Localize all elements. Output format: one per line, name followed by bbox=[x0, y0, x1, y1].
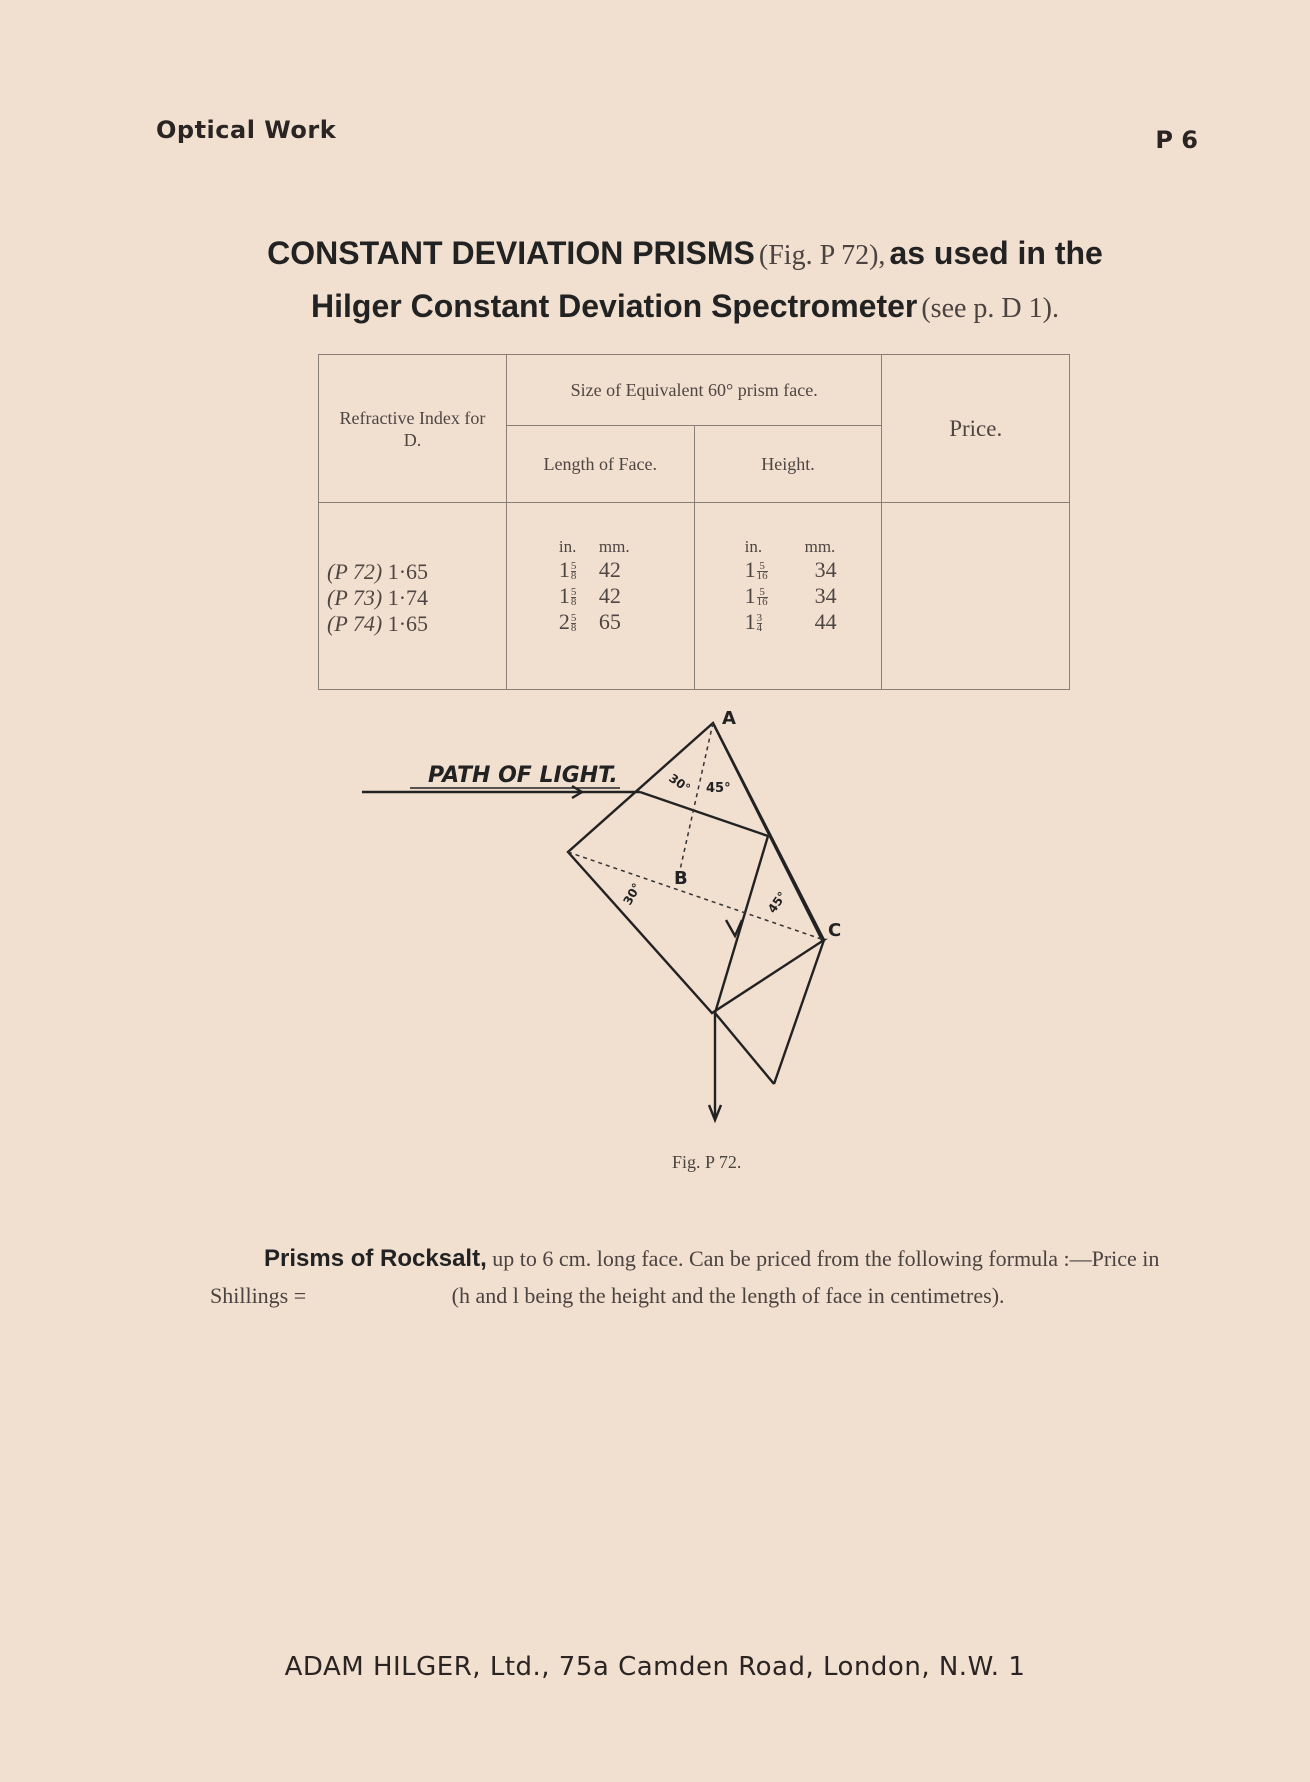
title-part5: (see p. D 1). bbox=[921, 293, 1059, 324]
header-length-of-face: Length of Face. bbox=[506, 426, 694, 503]
paragraph-text-2: (h and l being the height and the length of face in centimetres). bbox=[451, 1283, 1005, 1308]
paragraph-lead: Prisms of Rocksalt, bbox=[264, 1245, 487, 1272]
prism-edge-lower bbox=[715, 1013, 774, 1084]
vertex-label-c: C bbox=[828, 920, 842, 941]
table-row: (P 73) 1·74 bbox=[327, 585, 429, 610]
path-of-light-label: PATH OF LIGHT. bbox=[428, 763, 618, 788]
page-number: P 6 bbox=[1155, 126, 1198, 154]
title-part1: CONSTANT DEVIATION PRISMS bbox=[267, 235, 755, 271]
prism-diagram bbox=[350, 700, 870, 1140]
col-price-values bbox=[882, 503, 1070, 690]
prism-spec-table bbox=[318, 354, 1070, 690]
header-refractive-index: Refractive Index for D. bbox=[319, 355, 507, 503]
header-height: Height. bbox=[694, 426, 882, 503]
angle-30-left: 30° bbox=[620, 880, 644, 908]
section-title bbox=[160, 230, 1210, 336]
title-part3: as used in the bbox=[889, 235, 1103, 271]
col-length-values: in. mm. 1 $\frac{5}{8}$ 42 1 $\frac{5}{8}$ 42 2 $\frac{5}{8}$ 65 bbox=[506, 503, 694, 690]
vertex-label-a: A bbox=[722, 708, 736, 729]
vertex-label-b: B bbox=[674, 868, 688, 889]
internal-ray-2 bbox=[715, 836, 768, 1013]
length-cell: 1 $\frac{5}{8}$ 42 bbox=[558, 583, 621, 609]
height-cell: 1 $\frac{5}{16}$ 34 bbox=[744, 557, 837, 583]
col-height-values: in. mm. 1 $\frac{5}{16}$ 34 1 $\frac{5}{16}$ 34 1 $\frac{3}{4}$ 44 bbox=[694, 503, 882, 690]
title-part4: Hilger Constant Deviation Spectrometer bbox=[311, 288, 918, 324]
paragraph-text-1: up to 6 cm. long face. Can be priced from the following formula :—Price in Shillings = bbox=[210, 1246, 1160, 1308]
length-cell: 2 $\frac{5}{8}$ 65 bbox=[558, 609, 621, 635]
publisher-footer: ADAM HILGER, Ltd., 75a Camden Road, London, N.W. 1 bbox=[284, 1652, 1026, 1682]
length-cell: 1 $\frac{5}{8}$ 42 bbox=[558, 557, 621, 583]
height-cell: 1 $\frac{5}{16}$ 34 bbox=[744, 583, 837, 609]
table-row: (P 74) 1·65 bbox=[327, 611, 429, 636]
col-refractive-values bbox=[319, 503, 507, 690]
angle-45-top: 45° bbox=[706, 781, 731, 796]
body-paragraph bbox=[210, 1240, 1190, 1314]
figure-caption: Fig. P 72. bbox=[672, 1152, 742, 1172]
header-price: Price. bbox=[882, 355, 1070, 503]
prism-edge-right bbox=[774, 940, 824, 1084]
dashed-a-b bbox=[680, 723, 713, 870]
internal-ray-1 bbox=[640, 792, 768, 836]
header-size-equivalent: Size of Equivalent 60° prism face. bbox=[506, 355, 881, 426]
table-row: (P 72) 1·65 bbox=[327, 559, 429, 584]
title-part2: (Fig. P 72), bbox=[758, 240, 886, 271]
running-header-left: Optical Work bbox=[156, 116, 337, 144]
height-cell: 1 $\frac{3}{4}$ 44 bbox=[744, 609, 837, 635]
angle-30-top: 30° bbox=[666, 770, 693, 796]
angle-45-right: 45° bbox=[764, 889, 790, 916]
